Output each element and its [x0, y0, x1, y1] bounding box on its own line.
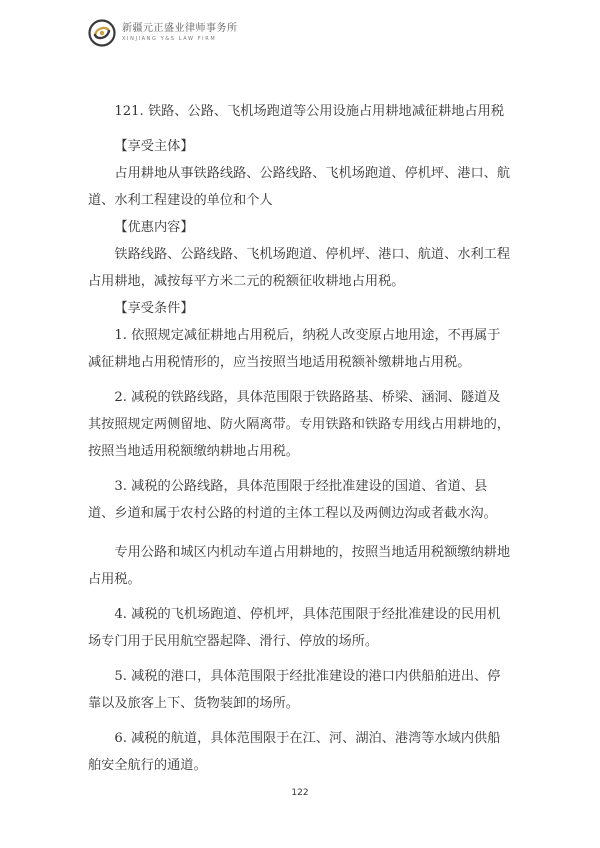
condition-item: 6. 减税的航道，具体范围限于在江、河、湖泊、港湾等水域内供船舶安全航行的通道。: [88, 731, 501, 773]
page-number: 122: [291, 788, 309, 798]
subject-text: 占用耕地从事铁路线路、公路线路、飞机场跑道、停机坪、港口、航道、水利工程建设的单位和个人: [88, 166, 511, 208]
condition-item: 2. 减税的铁路线路，具体范围限于铁路路基、桥梁、涵洞、隧道及其按照规定两侧留地、防火隔离带。专用铁路和铁路专用线占用耕地的，按照当地适用税额缴纳耕地占用税。: [88, 390, 510, 459]
document-body: [88, 98, 512, 779]
condition-item: 专用公路和城区内机动车道占用耕地的，按照当地适用税额缴纳耕地占用税。: [88, 545, 511, 587]
benefit-text: 铁路线路、公路线路、飞机场跑道、停机坪、港口、航道、水利工程占用耕地，减按每平方米二元的税额征收耕地占用税。: [88, 247, 511, 289]
section-title: 121. 铁路、公路、飞机场跑道等公用设施占用耕地减征耕地占用税: [114, 104, 505, 119]
firm-name-block: [122, 24, 238, 42]
firm-logo-icon: [88, 19, 116, 47]
benefit-heading: 【优惠内容】: [114, 220, 194, 235]
firm-name-cn: 新疆元正盛业律师事务所: [122, 23, 238, 34]
condition-item: 5. 减税的港口，具体范围限于经批准建设的港口内供船舶进出、停靠以及旅客上下、货物装卸的场所。: [88, 669, 501, 711]
conditions-heading: 【享受条件】: [114, 301, 194, 316]
condition-item: 1. 依照规定减征耕地占用税后，纳税人改变原占地用途，不再属于减征耕地占用税情形的，应当按照当地适用税额补缴耕地占用税。: [88, 328, 501, 370]
subject-heading: 【享受主体】: [114, 139, 194, 154]
page-header: [88, 18, 238, 48]
condition-item: 4. 减税的飞机场跑道、停机坪，具体范围限于经批准建设的民用机场专门用于民用航空器起降、滑行、停放的场所。: [88, 607, 501, 649]
firm-name-en: XINJIANG Y&S LAW FIRM: [122, 36, 217, 42]
condition-item: 3. 减税的公路线路，具体范围限于经批准建设的国道、省道、县道、乡道和属于农村公路的村道的主体工程以及两侧边沟或者截水沟。: [88, 479, 497, 521]
